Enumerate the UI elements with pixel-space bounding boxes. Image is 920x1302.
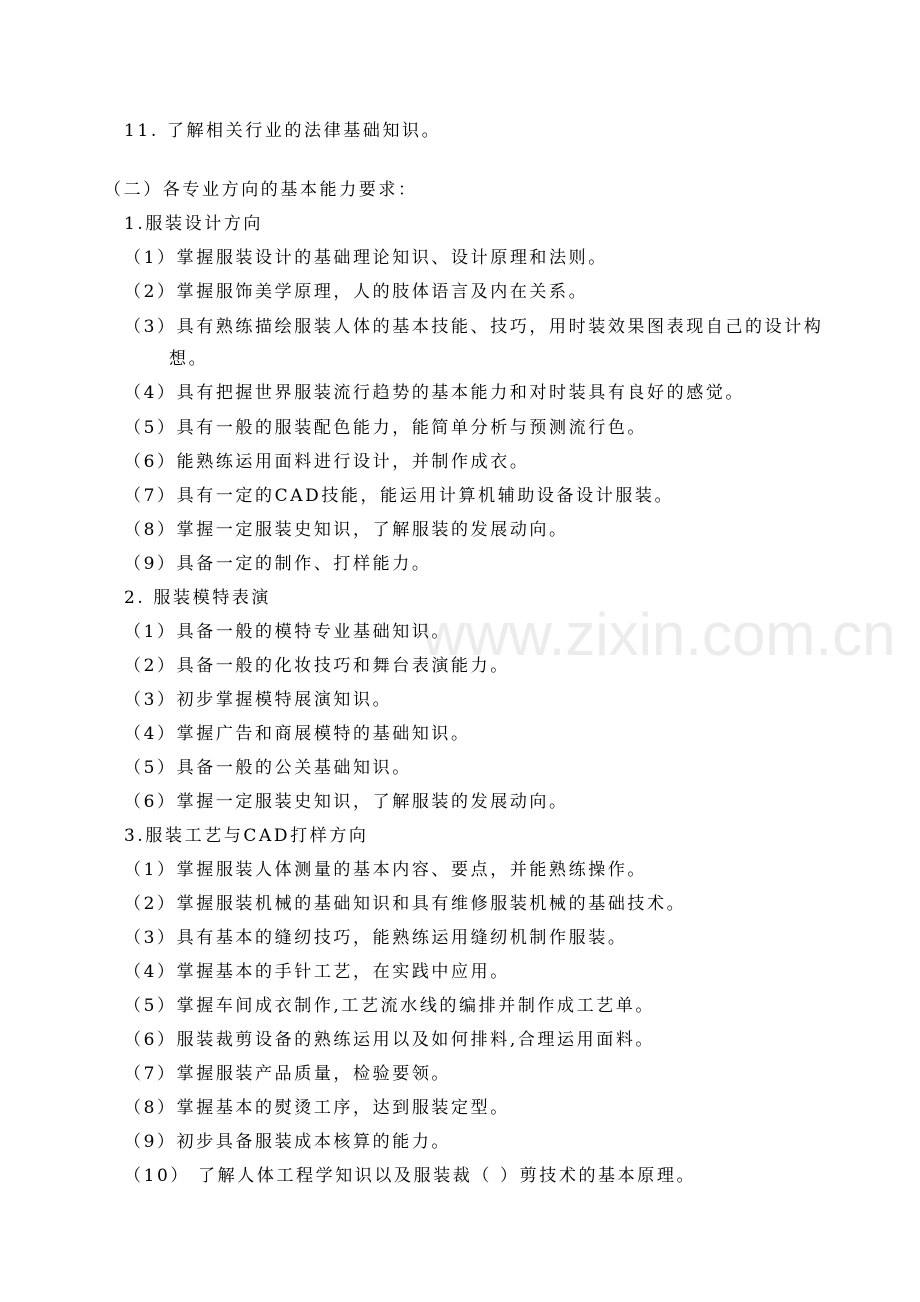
item-11: 11. 了解相关行业的法律基础知识。 xyxy=(124,121,442,141)
subsection-2-heading: 2. 服装模特表演 xyxy=(124,588,272,608)
list-item: （10） 了解人体工程学知识以及服装裁（ ）剪技术的基本原理。 xyxy=(124,1166,697,1186)
list-item: （1）具备一般的模特专业基础知识。 xyxy=(124,622,452,642)
list-item: （3）具有熟练描绘服装人体的基本技能、技巧，用时装效果图表现自己的设计构 xyxy=(124,317,824,337)
subsection-3-heading: 3.服装工艺与CAD打样方向 xyxy=(124,826,369,846)
list-item: （4）具有把握世界服装流行趋势的基本能力和对时装具有良好的感觉。 xyxy=(124,383,746,403)
list-item: （6）能熟练运用面料进行设计，并制作成衣。 xyxy=(124,452,530,472)
list-item: （7）具有一定的CAD技能，能运用计算机辅助设备设计服装。 xyxy=(124,486,675,506)
list-item: （8）掌握基本的熨烫工序，达到服装定型。 xyxy=(124,1098,510,1118)
list-item: （4）掌握广告和商展模特的基础知识。 xyxy=(124,724,471,744)
list-item: （9）初步具备服装成本核算的能力。 xyxy=(124,1132,452,1152)
list-item: （7）掌握服装产品质量，检验要领。 xyxy=(124,1064,452,1084)
watermark-text: www.zixin.com.cn xyxy=(422,601,896,668)
list-item: （5）具有一般的服装配色能力，能简单分析与预测流行色。 xyxy=(124,418,648,438)
subsection-1-heading: 1.服装设计方向 xyxy=(124,214,264,234)
list-item: （9）具备一定的制作、打样能力。 xyxy=(124,554,432,574)
list-item: （3）初步掌握模特展演知识。 xyxy=(124,690,393,710)
list-item: （1）掌握服装人体测量的基本内容、要点，并能熟练操作。 xyxy=(124,860,648,880)
list-item: （2）掌握服装机械的基础知识和具有维修服装机械的基础技术。 xyxy=(124,894,687,914)
list-item: （4）掌握基本的手针工艺，在实践中应用。 xyxy=(124,962,510,982)
list-item: （2）具备一般的化妆技巧和舞台表演能力。 xyxy=(124,656,510,676)
list-item-continuation: 想。 xyxy=(169,349,209,369)
list-item: （5）掌握车间成衣制作,工艺流水线的编排并制作成工艺单。 xyxy=(124,996,656,1016)
list-item: （5）具备一般的公关基础知识。 xyxy=(124,758,412,778)
list-item: （8）掌握一定服装史知识，了解服装的发展动向。 xyxy=(124,520,569,540)
section-heading-2: （二）各专业方向的基本能力要求： xyxy=(104,180,418,200)
list-item: （6）掌握一定服装史知识，了解服装的发展动向。 xyxy=(124,792,569,812)
list-item: （1）掌握服装设计的基础理论知识、设计原理和法则。 xyxy=(124,248,608,268)
list-item: （2）掌握服饰美学原理，人的肢体语言及内在关系。 xyxy=(124,282,589,302)
list-item: （3）具有基本的缝纫技巧，能熟练运用缝纫机制作服装。 xyxy=(124,928,628,948)
list-item: （6）服装裁剪设备的熟练运用以及如何排料,合理运用面料。 xyxy=(124,1030,656,1050)
